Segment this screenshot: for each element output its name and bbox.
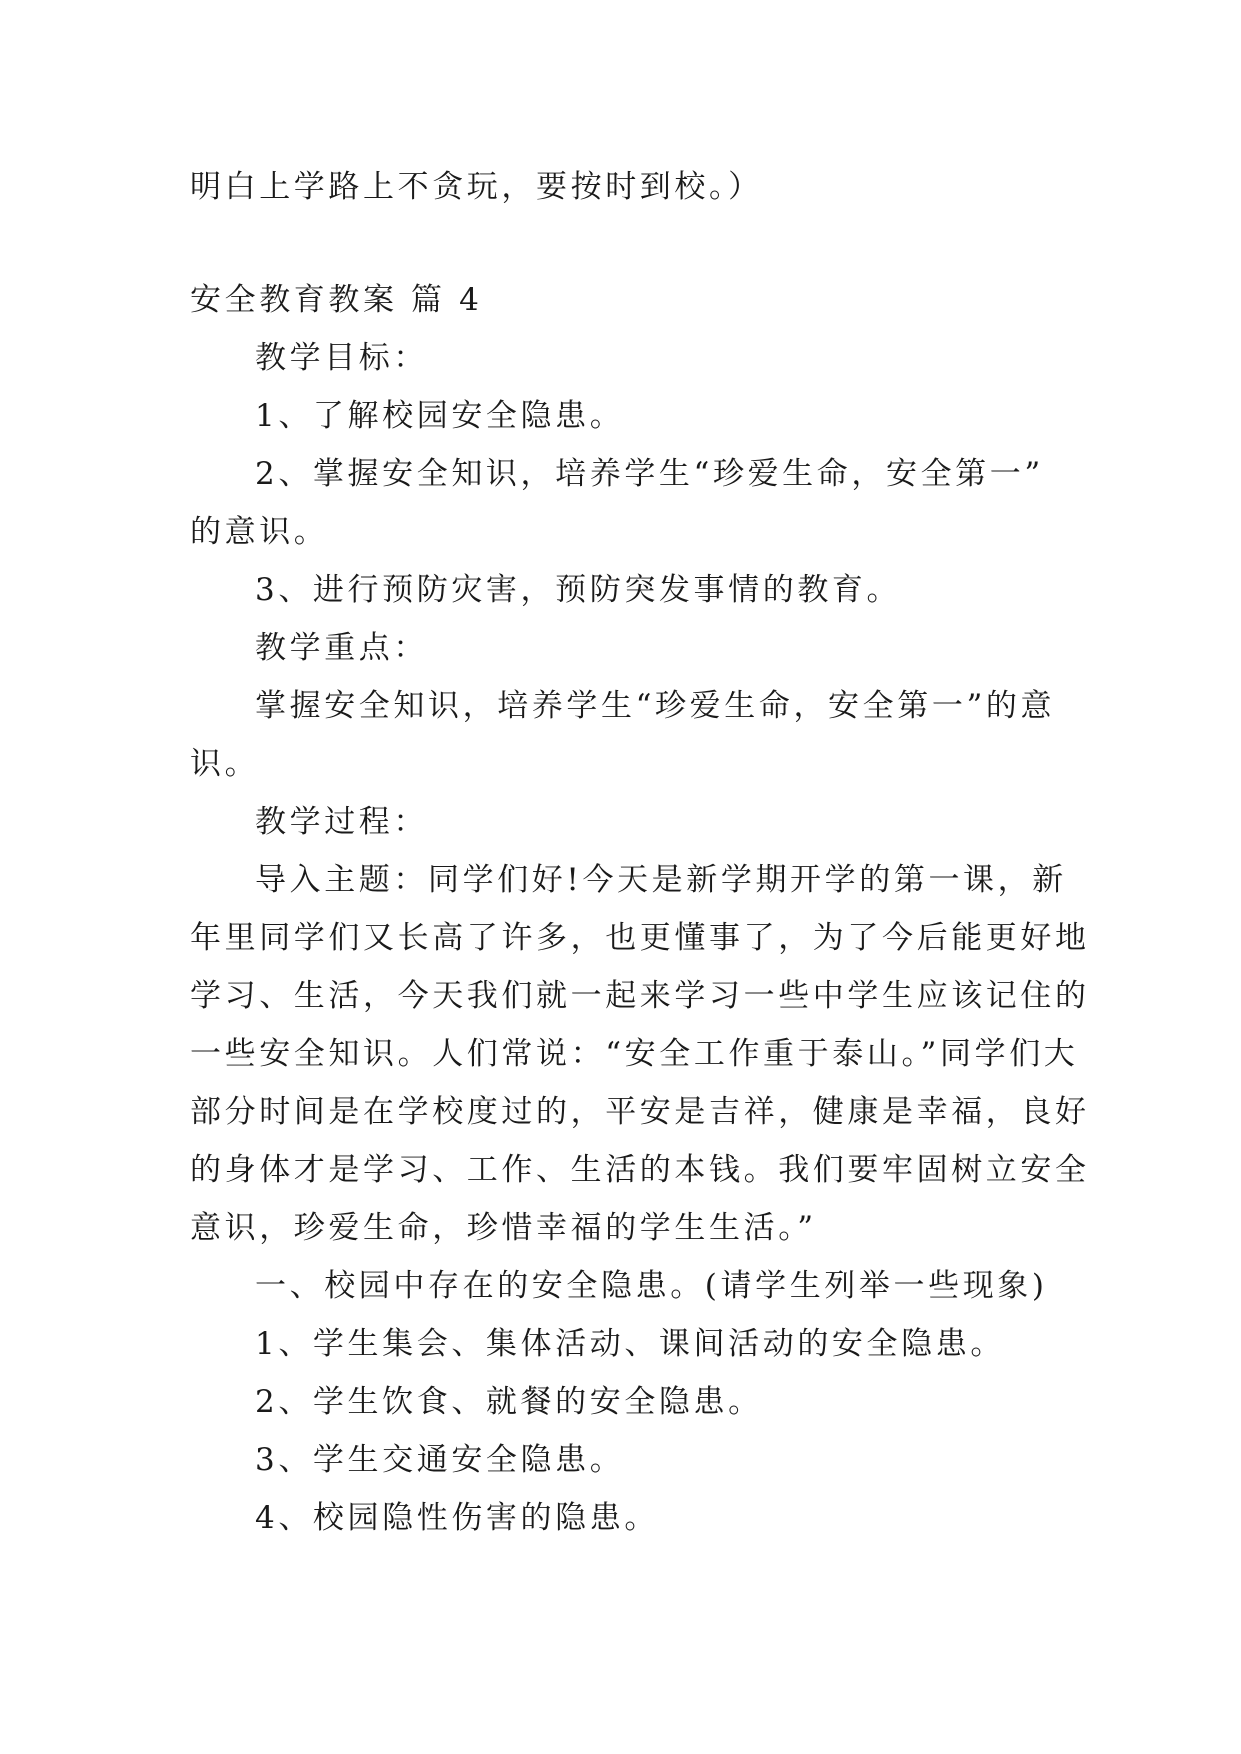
text-line-intro-6: 的身体才是学习、工作、生活的本钱。我们要牢固树立安全 [190,1152,1090,1188]
text-line-hazard-1: 1、学生集会、集体活动、课间活动的安全隐患。 [255,1326,1005,1362]
text-line-objective-2-cont: 的意识。 [190,514,329,550]
text-line-focus-1: 掌握安全知识，培养学生“珍爱生命，安全第一”的意 [255,688,1056,724]
text-line-intro-1: 导入主题：同学们好!今天是新学期开学的第一课，新 [255,862,1067,898]
text-line-objective-2: 2、掌握安全知识，培养学生“珍爱生命，安全第一” [255,456,1044,492]
text-line-intro-2: 年里同学们又长高了许多，也更懂事了，为了今后能更好地 [190,920,1090,956]
section-heading: 安全教育教案 篇 4 [190,282,483,318]
text-line-focus-label: 教学重点： [255,630,428,666]
text-line-hazard-2: 2、学生饮食、就餐的安全隐患。 [255,1384,763,1420]
text-line-hazard-3: 3、学生交通安全隐患。 [255,1442,625,1478]
text-line-intro-5: 部分时间是在学校度过的，平安是吉祥，健康是幸福，良好 [190,1094,1090,1130]
text-line-section-1: 一、校园中存在的安全隐患。(请学生列举一些现象) [255,1268,1048,1304]
text-line-intro-7: 意识，珍爱生命，珍惜幸福的学生生活。” [190,1210,817,1246]
text-line-intro-3: 学习、生活，今天我们就一起来学习一些中学生应该记住的 [190,978,1090,1014]
text-line-objectives-label: 教学目标： [255,340,428,376]
text-line-focus-1-cont: 识。 [190,746,260,782]
text-line-objective-1: 1、了解校园安全隐患。 [255,398,625,434]
text-line-intro-4: 一些安全知识。人们常说：“安全工作重于泰山。”同学们大 [190,1036,1079,1072]
text-line-continuation: 明白上学路上不贪玩，要按时到校。） [190,169,763,205]
text-line-objective-3: 3、进行预防灾害，预防突发事情的教育。 [255,572,902,608]
text-line-process-label: 教学过程： [255,804,428,840]
text-line-hazard-4: 4、校园隐性伤害的隐患。 [255,1500,659,1536]
